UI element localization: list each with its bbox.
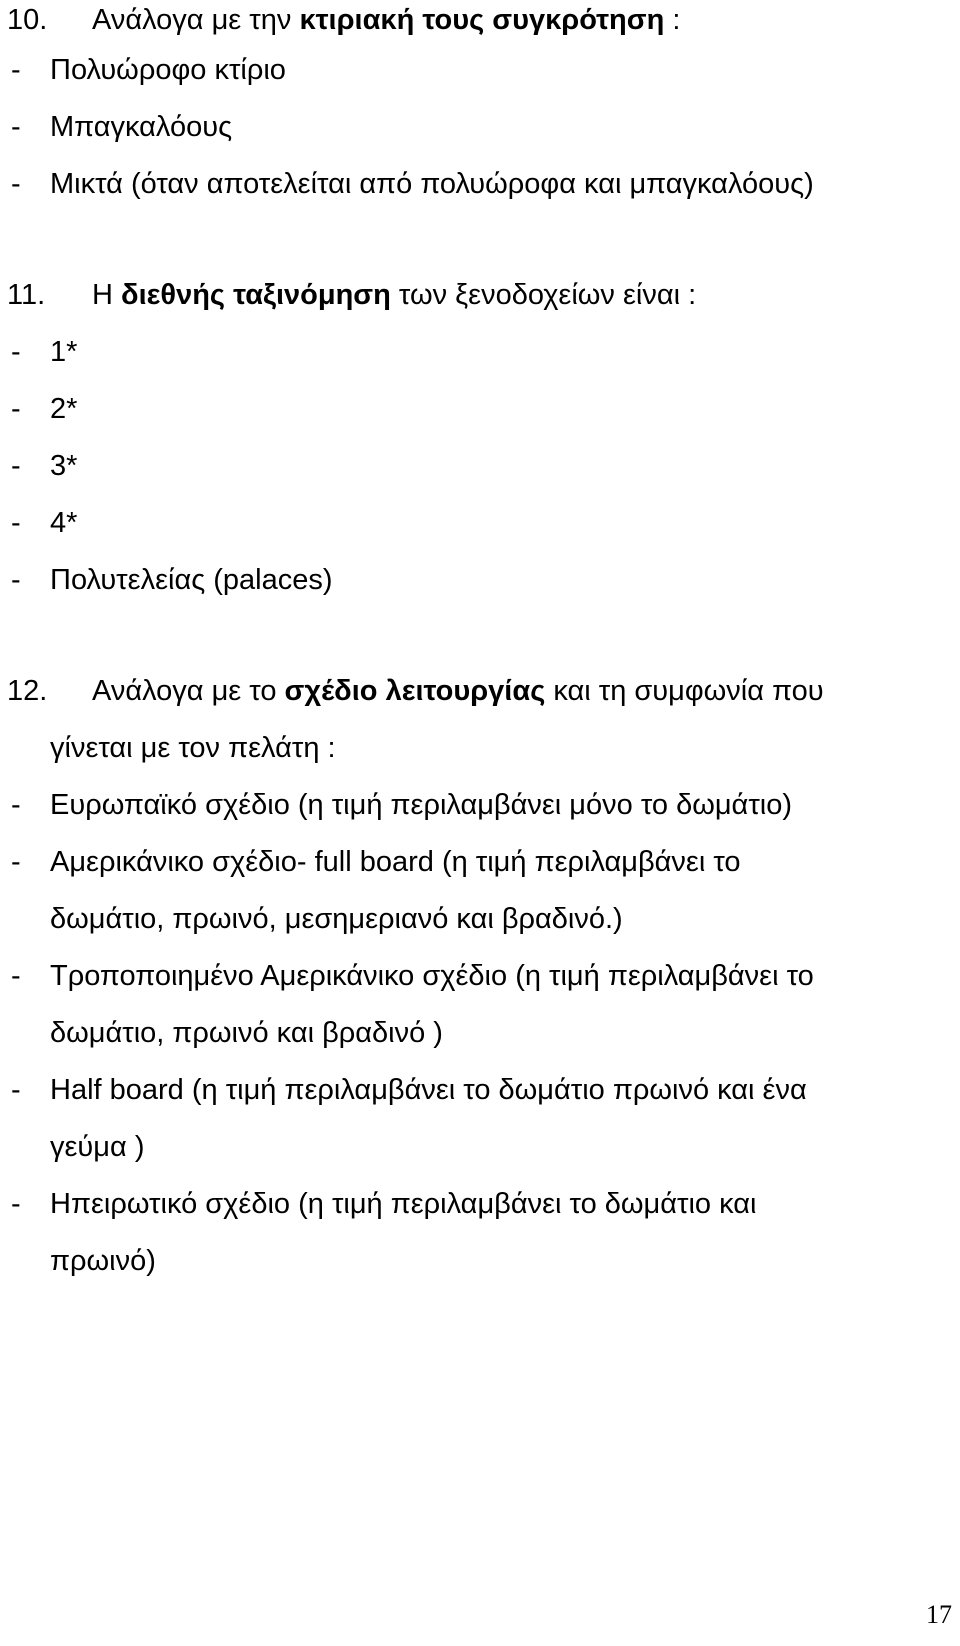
- heading-bold: σχέδιο λειτουργίας: [284, 675, 546, 707]
- list-item-text: δωμάτιο, πρωινό, μεσημεριανό και βραδινό.): [50, 903, 623, 935]
- bullet-dash: -: [11, 789, 21, 821]
- heading-pre: Ανάλογα με την: [92, 4, 300, 36]
- bullet-dash: -: [11, 450, 21, 482]
- list-item-text: 3*: [50, 450, 78, 482]
- bullet-dash: -: [11, 1074, 21, 1106]
- heading-post: και τη συμφωνία που: [545, 675, 824, 707]
- bullet-dash: -: [11, 846, 21, 878]
- list-item-text: Τροποποιημένο Αμερικάνικο σχέδιο (η τιμή περιλαμβάνει το: [50, 960, 814, 992]
- heading-pre: Η: [92, 279, 121, 311]
- bullet-dash: -: [11, 1188, 21, 1220]
- heading-pre: Ανάλογα με το: [92, 675, 285, 707]
- list-item-text: γεύμα ): [50, 1131, 145, 1163]
- heading-post: των ξενοδοχείων είναι :: [390, 279, 697, 311]
- list-item-text: Half board (η τιμή περιλαμβάνει το δωμάτιο πρωινό και ένα: [50, 1074, 807, 1106]
- bullet-dash: -: [11, 960, 21, 992]
- bullet-dash: -: [11, 393, 21, 425]
- section-heading-text: [92, 275, 696, 315]
- list-item-text: Πολυώροφο κτίριο: [50, 54, 286, 86]
- list-item-text: Ηπειρωτικό σχέδιο (η τιμή περιλαμβάνει το δωμάτιο και: [50, 1188, 757, 1220]
- list-item-text: Πολυτελείας (palaces): [50, 564, 333, 596]
- bullet-dash: -: [11, 564, 21, 596]
- bullet-dash: -: [11, 111, 21, 143]
- bullet-dash: -: [11, 336, 21, 368]
- list-item-text: 4*: [50, 507, 78, 539]
- list-item-text: πρωινό): [50, 1245, 156, 1277]
- section-number: 10.: [7, 4, 48, 36]
- page-number: 17: [926, 1600, 952, 1629]
- heading-bold: κτιριακή τους συγκρότηση: [299, 4, 665, 36]
- bullet-dash: -: [11, 507, 21, 539]
- list-item-text: 2*: [50, 393, 78, 425]
- list-item-text: Ευρωπαϊκό σχέδιο (η τιμή περιλαμβάνει μόνο το δωμάτιο): [50, 789, 793, 821]
- heading-post: :: [664, 4, 681, 36]
- list-item-text: Μπαγκαλόους: [50, 111, 233, 143]
- bullet-dash: -: [11, 54, 21, 86]
- section-number: 11.: [7, 279, 46, 311]
- list-item-text: δωμάτιο, πρωινό και βραδινό ): [50, 1017, 443, 1049]
- section-heading-text: [92, 0, 680, 40]
- list-item-text: 1*: [50, 336, 78, 368]
- list-item-text: Αμερικάνικο σχέδιο- full board (η τιμή περιλαμβάνει το: [50, 846, 741, 878]
- list-item-text: Μικτά (όταν αποτελείται από πολυώροφα και μπαγκαλόους): [50, 168, 814, 200]
- section-heading-cont-text: γίνεται με τον πελάτη :: [50, 732, 336, 764]
- bullet-dash: -: [11, 168, 21, 200]
- section-number: 12.: [7, 675, 48, 707]
- section-heading-text: [92, 671, 824, 711]
- heading-bold: διεθνής ταξινόμηση: [121, 279, 391, 311]
